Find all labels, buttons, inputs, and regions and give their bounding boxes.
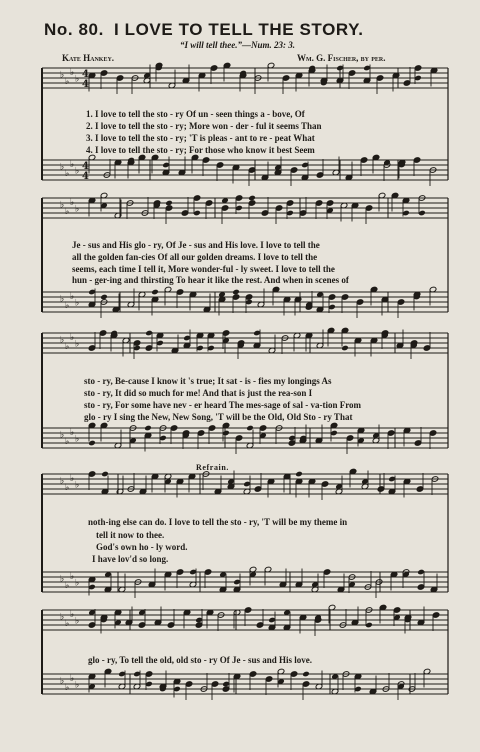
- flat-sign: ♭: [60, 335, 65, 346]
- flat-sign: ♭: [75, 339, 80, 350]
- time-signature-top: 4: [82, 69, 89, 80]
- note-head: [295, 471, 303, 478]
- lyric-line: sto - ry, It did so much for me! And that is just the rea-son I: [84, 388, 313, 398]
- time-signature-top: 4: [82, 161, 89, 172]
- flat-sign: ♭: [60, 476, 65, 487]
- lyric-line: I have lov'd so long.: [92, 554, 169, 564]
- flat-sign: ♭: [60, 430, 65, 441]
- flat-sign: ♭: [75, 680, 80, 691]
- lyric-line: glo - ry I sing the New, New Song, 'T will be the Old, Old Sto - ry That: [84, 412, 353, 422]
- flat-sign: ♭: [75, 434, 80, 445]
- flat-sign: ♭: [65, 437, 70, 448]
- lyric-line: 3. I love to tell the sto - ry; 'T is pleas - ant to re - peat What: [86, 133, 315, 143]
- lyric-line: Je - sus and His glo - ry, Of Je - sus and His love. I love to tell the: [72, 240, 320, 250]
- lyric-line: glo - ry, To tell the old, old sto - ry Of Je - sus and His love.: [88, 655, 313, 665]
- refrain-label: Refrain.: [196, 463, 230, 472]
- flat-sign: ♭: [75, 298, 80, 309]
- scripture-epigraph: “I will tell thee.”—Num. 23: 3.: [180, 40, 296, 50]
- lyric-line: seems, each time I tell it, More wonder-ful - ly sweet. I love to tell the: [72, 264, 335, 274]
- flat-sign: ♭: [75, 74, 80, 85]
- flat-sign: ♭: [60, 676, 65, 687]
- lyric-line: 4. I love to tell the sto - ry; For those who know it best Seem: [86, 145, 315, 155]
- flat-sign: ♭: [70, 333, 75, 343]
- note-head: [144, 425, 152, 432]
- flat-sign: ♭: [60, 294, 65, 305]
- flat-sign: ♭: [65, 301, 70, 312]
- lyricist-credit: Kate Hankey.: [62, 53, 115, 63]
- lyric-line: tell it now to thee.: [96, 530, 165, 540]
- flat-sign: ♭: [65, 207, 70, 218]
- lyric-line: noth-ing else can do. I love to tell the sto - ry, 'T will be my theme in: [88, 517, 348, 527]
- lyric-line: 2. I love to tell the sto - ry; More won - der - ful it seems Than: [86, 121, 322, 131]
- note-head: [100, 294, 108, 301]
- flat-sign: ♭: [70, 198, 75, 208]
- flat-sign: ♭: [75, 166, 80, 177]
- lyric-line: sto - ry, For some have nev - er heard The mes-sage of sal - va-tion From: [84, 400, 362, 410]
- flat-sign: ♭: [75, 616, 80, 627]
- note-head: [151, 289, 159, 296]
- flat-sign: ♭: [65, 77, 70, 88]
- flat-sign: ♭: [65, 169, 70, 180]
- lyric-line: hun - ger-ing and thirsting To hear it like the rest. And when in scenes of: [72, 275, 349, 285]
- flat-sign: ♭: [75, 578, 80, 589]
- flat-sign: ♭: [65, 619, 70, 630]
- flat-sign: ♭: [65, 342, 70, 353]
- flat-sign: ♭: [70, 68, 75, 78]
- flat-sign: ♭: [70, 428, 75, 438]
- composer-credit: Wm. G. Fischer, by per.: [297, 53, 386, 63]
- flat-sign: ♭: [70, 674, 75, 684]
- flat-sign: ♭: [65, 683, 70, 694]
- hymn-name: I LOVE TO TELL THE STORY.: [113, 20, 364, 39]
- time-signature-bottom: 4: [82, 171, 89, 182]
- flat-sign: ♭: [60, 574, 65, 585]
- flat-sign: ♭: [65, 581, 70, 592]
- flat-sign: ♭: [70, 292, 75, 302]
- lyric-line: 1. I love to tell the sto - ry Of un - seen things a - bove, Of: [86, 109, 305, 119]
- lyric-line: sto - ry, Be-cause I know it 's true; It sat - is - fies my longings As: [84, 376, 332, 386]
- lyric-line: all the golden fan-cies Of all our golden dreams. I love to tell the: [72, 252, 318, 262]
- note-head: [248, 195, 256, 202]
- flat-sign: ♭: [75, 480, 80, 491]
- lyric-line: God's own ho - ly word.: [96, 542, 188, 552]
- flat-sign: ♭: [70, 160, 75, 170]
- time-signature-bottom: 4: [82, 79, 89, 90]
- hymn-number: No. 80.: [44, 20, 104, 39]
- flat-sign: ♭: [60, 612, 65, 623]
- note-head: [232, 289, 240, 296]
- note-head: [302, 671, 310, 678]
- flat-sign: ♭: [70, 572, 75, 582]
- flat-sign: ♭: [60, 162, 65, 173]
- flat-sign: ♭: [60, 200, 65, 211]
- flat-sign: ♭: [70, 610, 75, 620]
- flat-sign: ♭: [60, 70, 65, 81]
- flat-sign: ♭: [65, 483, 70, 494]
- note-head: [165, 200, 173, 207]
- flat-sign: ♭: [70, 474, 75, 484]
- flat-sign: ♭: [75, 204, 80, 215]
